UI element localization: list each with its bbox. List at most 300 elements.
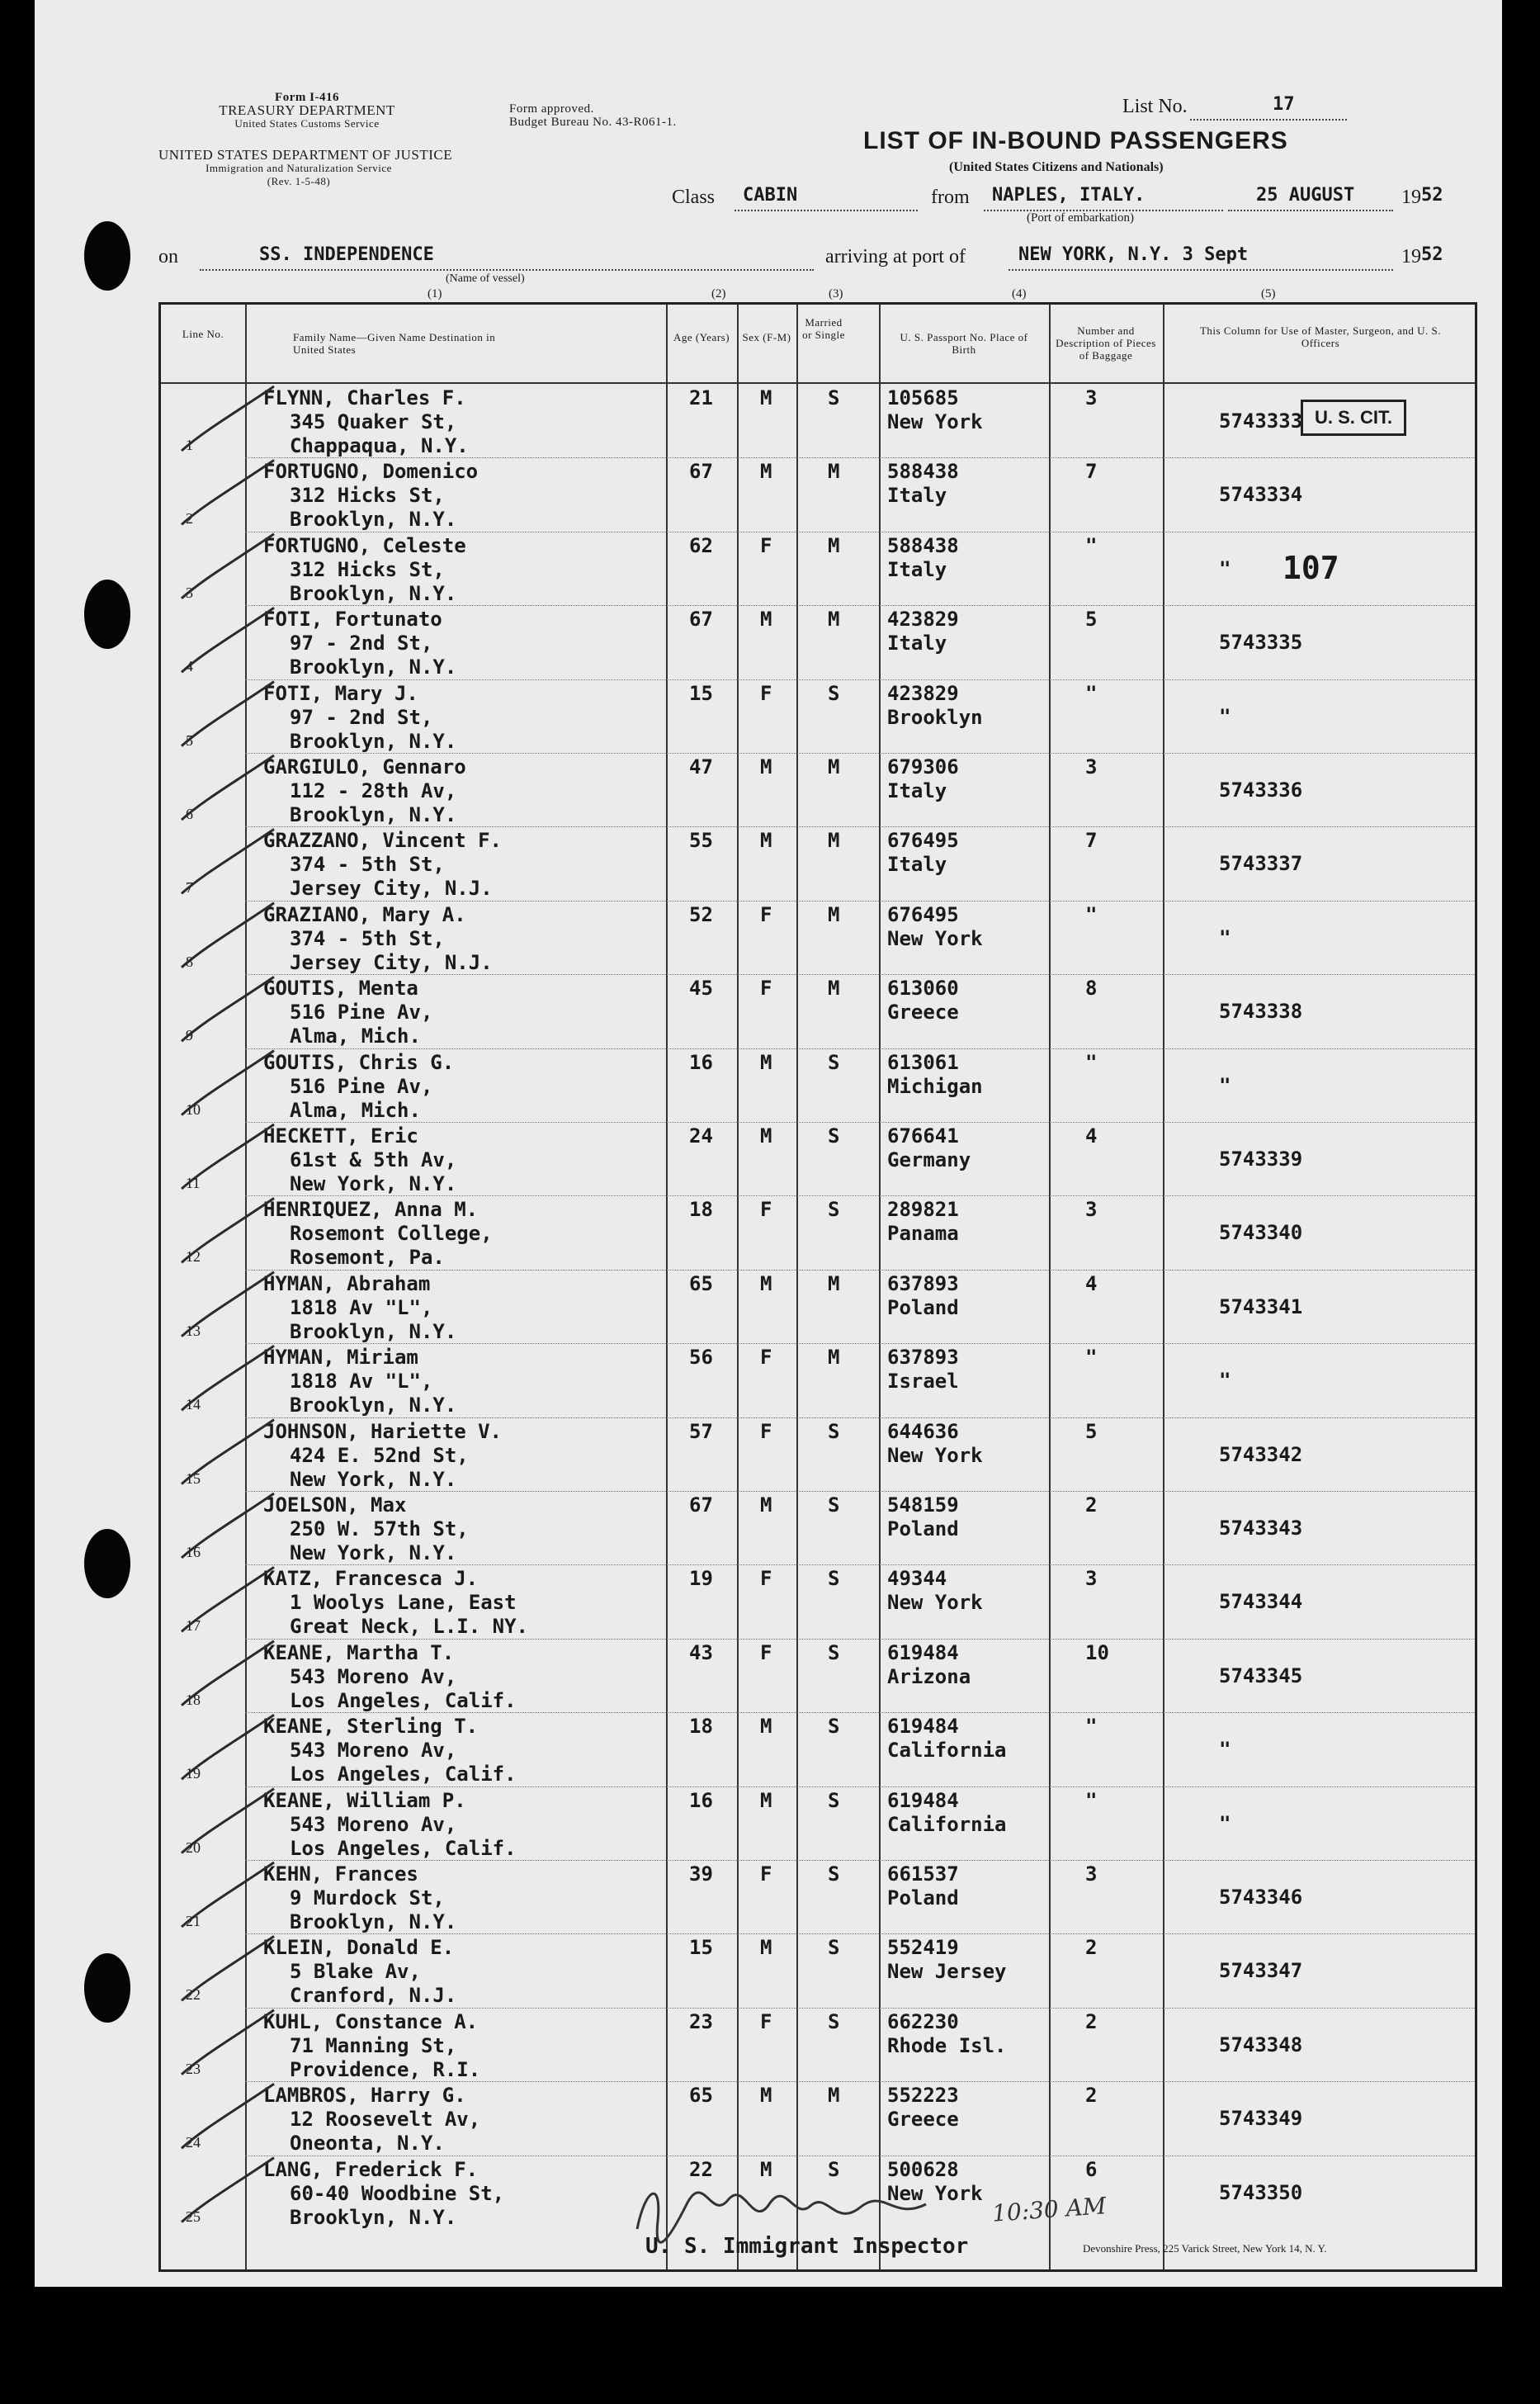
officer-number: 5743346: [1219, 1886, 1303, 1909]
header-sex: Sex (F-M): [742, 331, 791, 343]
age: 19: [689, 1567, 713, 1591]
address-line-1: 312 Hicks St,: [290, 484, 445, 508]
class-value: CABIN: [743, 185, 798, 206]
marital-status: S: [828, 2009, 840, 2033]
sex: F: [760, 681, 772, 705]
check-mark: [182, 1493, 274, 1558]
passenger-name: FORTUGNO, Domenico: [263, 460, 479, 484]
address-line-1: 1818 Av "L",: [290, 1370, 433, 1394]
check-mark: [182, 1124, 274, 1189]
check-mark: [182, 1420, 274, 1484]
age: 52: [689, 902, 713, 926]
check-mark: [182, 1198, 274, 1262]
col-num-4: (4): [1012, 287, 1027, 300]
marital-status: S: [828, 1862, 840, 1886]
baggage-count: 3: [1085, 1862, 1098, 1886]
marital-status: M: [828, 460, 840, 484]
place-of-birth: Israel: [887, 1370, 959, 1394]
marital-status: S: [828, 2157, 840, 2181]
place-of-birth: New York: [887, 410, 983, 433]
page-subtitle: (United States Citizens and Nationals): [949, 160, 1164, 174]
baggage-count: ": [1085, 1715, 1098, 1739]
passenger-name: KLEIN, Donald E.: [263, 1936, 455, 1960]
place-of-birth: Poland: [887, 1886, 959, 1909]
list-number-value: 17: [1273, 94, 1295, 115]
check-mark: [182, 460, 274, 524]
address-line-2: Los Angeles, Calif.: [290, 1763, 517, 1786]
address-line-1: 71 Manning St,: [290, 2033, 457, 2057]
passenger-name: FLYNN, Charles F.: [263, 386, 466, 409]
col-num-1: (1): [428, 287, 442, 300]
header-baggage: Number and Description of Pieces of Baggage: [1056, 324, 1156, 362]
place-of-birth: New York: [887, 1591, 983, 1615]
baggage-count: 4: [1085, 1271, 1098, 1295]
address-line-1: 97 - 2nd St,: [290, 705, 433, 729]
sex: F: [760, 1640, 772, 1664]
place-of-birth: New York: [887, 2181, 983, 2205]
age: 47: [689, 755, 713, 778]
passenger-name: FOTI, Mary J.: [263, 681, 418, 705]
line-number: 19: [186, 1765, 201, 1782]
age: 22: [689, 2157, 713, 2181]
officer-number: 5743334: [1219, 483, 1303, 507]
age: 15: [689, 681, 713, 705]
address-line-2: Jersey City, N.J.: [290, 877, 493, 901]
us-citizen-stamp: U. S. CIT.: [1301, 400, 1406, 436]
officer-number: 5743335: [1219, 631, 1303, 655]
passenger-name: KEHN, Frances: [263, 1862, 418, 1886]
ins-service: Immigration and Naturalization Service: [205, 162, 392, 174]
sex: F: [760, 1862, 772, 1886]
baggage-count: 2: [1085, 2009, 1098, 2033]
passport-number: 679306: [887, 755, 959, 778]
passport-number: 49344: [887, 1567, 947, 1591]
passport-number: 423829: [887, 681, 959, 705]
line-number: 5: [186, 731, 193, 749]
place-of-birth: Italy: [887, 557, 947, 581]
sex: M: [760, 460, 772, 484]
line-number: 20: [186, 1838, 201, 1856]
form-number: Form I-416: [275, 91, 339, 104]
address-line-1: 1818 Av "L",: [290, 1295, 433, 1319]
vessel-caption: (Name of vessel): [446, 272, 525, 285]
baggage-count: 10: [1085, 1640, 1109, 1664]
sex: M: [760, 2157, 772, 2181]
passport-number: 423829: [887, 608, 959, 632]
passport-number: 588438: [887, 460, 959, 484]
place-of-birth: Rhode Isl.: [887, 2033, 1007, 2057]
address-line-2: Great Neck, L.I. NY.: [290, 1615, 528, 1639]
marital-status: M: [828, 755, 840, 778]
officer-number: 5743340: [1219, 1221, 1303, 1245]
check-mark: [182, 1272, 274, 1337]
sex: F: [760, 977, 772, 1001]
passenger-name: KEANE, Sterling T.: [263, 1715, 479, 1739]
marital-status: M: [828, 533, 840, 557]
col-num-2: (2): [711, 287, 726, 300]
officer-number: 5743349: [1219, 2107, 1303, 2131]
officer-number: 5743345: [1219, 1663, 1303, 1687]
address-line-1: 543 Moreno Av,: [290, 1812, 457, 1836]
marital-status: M: [828, 1346, 840, 1370]
age: 62: [689, 533, 713, 557]
place-of-birth: Italy: [887, 632, 947, 655]
passport-number: 619484: [887, 1715, 959, 1739]
address-line-2: Brooklyn, N.Y.: [290, 803, 457, 826]
sex: F: [760, 1567, 772, 1591]
passport-number: 548159: [887, 1493, 959, 1517]
marital-status: S: [828, 1124, 840, 1148]
passenger-name: LANG, Frederick F.: [263, 2157, 479, 2181]
header-officers: This Column for Use of Master, Surgeon, and U. S. Officers: [1199, 324, 1442, 349]
passenger-name: HYMAN, Abraham: [263, 1271, 431, 1295]
baggage-count: 3: [1085, 1198, 1098, 1222]
departure-year-value: 52: [1421, 185, 1443, 206]
age: 39: [689, 1862, 713, 1886]
line-number: 11: [186, 1175, 201, 1191]
address-line-1: 1 Woolys Lane, East: [290, 1591, 517, 1615]
vessel-name-value: SS. INDEPENDENCE: [259, 244, 434, 265]
baggage-count: ": [1085, 1788, 1098, 1812]
line-number: 16: [186, 1544, 201, 1560]
address-line-2: Cranford, N.J.: [290, 1984, 457, 2008]
line-number: 1: [186, 437, 193, 453]
address-line-1: 312 Hicks St,: [290, 557, 445, 581]
arrival-port-value: NEW YORK, N.Y. 3 Sept: [1018, 244, 1249, 265]
place-of-birth: Michigan: [887, 1074, 983, 1098]
treasury-department: TREASURY DEPARTMENT: [219, 102, 395, 118]
address-line-1: 112 - 28th Av,: [290, 779, 457, 802]
baggage-count: 3: [1085, 386, 1098, 409]
header-married: Married or Single: [802, 316, 845, 341]
place-of-birth: Greece: [887, 1001, 959, 1025]
passport-number: 552419: [887, 1936, 959, 1960]
address-line-2: Jersey City, N.J.: [290, 950, 493, 974]
age: 15: [689, 1936, 713, 1960]
officer-number: 5743343: [1219, 1517, 1303, 1540]
age: 45: [689, 977, 713, 1001]
inspector-caption: U. S. Immigrant Inspector: [645, 2234, 969, 2259]
address-line-2: Brooklyn, N.Y.: [290, 655, 457, 679]
marital-status: S: [828, 1050, 840, 1074]
address-line-2: Rosemont, Pa.: [290, 1246, 445, 1270]
officer-number: ": [1219, 1811, 1231, 1835]
line-number: 14: [186, 1396, 201, 1413]
marital-status: S: [828, 1493, 840, 1517]
age: 43: [689, 1640, 713, 1664]
place-of-birth: New Jersey: [887, 1960, 1007, 1984]
sex: M: [760, 755, 772, 778]
passenger-name: JOELSON, Max: [263, 1493, 407, 1517]
line-number: 3: [186, 584, 193, 601]
address-line-1: 250 W. 57th St,: [290, 1517, 469, 1540]
baggage-count: 2: [1085, 1936, 1098, 1960]
check-marks: [35, 0, 1502, 2287]
address-line-1: 60-40 Woodbine St,: [290, 2181, 505, 2205]
check-mark: [182, 1346, 274, 1410]
year-prefix: 19: [1401, 187, 1421, 208]
passport-number: 613060: [887, 977, 959, 1001]
check-mark: [182, 2158, 274, 2222]
manifest-page: [35, 0, 1502, 2287]
arrival-year-value: 52: [1421, 244, 1443, 265]
address-line-1: 374 - 5th St,: [290, 853, 445, 877]
marital-status: M: [828, 608, 840, 632]
col-num-3: (3): [829, 287, 843, 300]
baggage-count: 8: [1085, 977, 1098, 1001]
passenger-name: KEANE, William P.: [263, 1788, 466, 1812]
address-line-2: Chappaqua, N.Y.: [290, 434, 469, 457]
sex: M: [760, 608, 772, 632]
place-of-birth: Brooklyn: [887, 705, 983, 729]
age: 18: [689, 1715, 713, 1739]
check-mark: [182, 1641, 274, 1706]
address-line-1: 12 Roosevelt Av,: [290, 2108, 481, 2132]
officer-number: 5743333: [1219, 409, 1303, 433]
passenger-name: HENRIQUEZ, Anna M.: [263, 1198, 479, 1222]
age: 18: [689, 1198, 713, 1222]
check-mark: [182, 534, 274, 599]
baggage-count: ": [1085, 1346, 1098, 1370]
passport-number: 613061: [887, 1050, 959, 1074]
check-mark: [182, 977, 274, 1041]
address-line-1: Rosemont College,: [290, 1222, 493, 1246]
sex: M: [760, 829, 772, 853]
from-label: from: [931, 187, 970, 208]
arriving-label: arriving at port of: [825, 246, 966, 267]
line-number: 10: [186, 1100, 201, 1118]
check-mark: [182, 1567, 274, 1631]
address-line-1: 516 Pine Av,: [290, 1074, 433, 1098]
line-number: 15: [186, 1469, 201, 1487]
check-mark: [182, 682, 274, 746]
place-of-birth: Poland: [887, 1295, 959, 1319]
passport-number: 662230: [887, 2009, 959, 2033]
sex: F: [760, 533, 772, 557]
age: 67: [689, 608, 713, 632]
address-line-1: 543 Moreno Av,: [290, 1739, 457, 1763]
col-num-5: (5): [1261, 287, 1276, 300]
age: 16: [689, 1788, 713, 1812]
baggage-count: 5: [1085, 608, 1098, 632]
passenger-name: HYMAN, Miriam: [263, 1346, 418, 1370]
marital-status: M: [828, 1271, 840, 1295]
place-of-birth: Poland: [887, 1517, 959, 1540]
baggage-count: 2: [1085, 1493, 1098, 1517]
check-mark: [182, 829, 274, 893]
baggage-count: 7: [1085, 829, 1098, 853]
address-line-2: Los Angeles, Calif.: [290, 1688, 517, 1712]
baggage-count: 4: [1085, 1124, 1098, 1148]
passport-number: 619484: [887, 1640, 959, 1664]
officer-number: ": [1219, 556, 1231, 580]
customs-service: United States Customs Service: [234, 117, 380, 130]
marital-status: S: [828, 1715, 840, 1739]
time-note: 10:30 AM: [991, 2192, 1108, 2227]
address-line-2: Providence, R.I.: [290, 2057, 481, 2081]
address-line-2: Brooklyn, N.Y.: [290, 1910, 457, 1933]
officer-number: ": [1219, 704, 1231, 728]
page-title: LIST OF IN-BOUND PASSENGERS: [863, 127, 1288, 154]
marital-status: M: [828, 2084, 840, 2108]
header-line-no: Line No.: [182, 328, 224, 340]
form-approved: Form approved.: [509, 102, 594, 116]
list-number-label: List No.: [1122, 96, 1188, 117]
marital-status: M: [828, 902, 840, 926]
address-line-1: 374 - 5th St,: [290, 926, 445, 950]
on-label: on: [158, 246, 178, 267]
age: 65: [689, 1271, 713, 1295]
address-line-1: 345 Quaker St,: [290, 410, 457, 433]
officer-number: 5743337: [1219, 852, 1303, 876]
place-of-birth: Italy: [887, 484, 947, 508]
age: 67: [689, 1493, 713, 1517]
sex: M: [760, 386, 772, 409]
address-line-1: 5 Blake Av,: [290, 1960, 421, 1984]
place-of-birth: Panama: [887, 1222, 959, 1246]
sex: F: [760, 1346, 772, 1370]
address-line-1: 424 E. 52nd St,: [290, 1443, 469, 1467]
address-line-2: Alma, Mich.: [290, 1098, 421, 1122]
check-mark: [182, 2084, 274, 2148]
passenger-name: KUHL, Constance A.: [263, 2009, 479, 2033]
printer-credit: Devonshire Press, 225 Varick Street, New York 14, N. Y.: [1083, 2242, 1327, 2255]
passport-number: 676495: [887, 829, 959, 853]
passport-number: 661537: [887, 1862, 959, 1886]
officer-number: 5743348: [1219, 2033, 1303, 2056]
marital-status: M: [828, 829, 840, 853]
sex: F: [760, 902, 772, 926]
officer-number: ": [1219, 925, 1231, 949]
place-of-birth: California: [887, 1739, 1007, 1763]
address-line-2: Oneonta, N.Y.: [290, 2132, 445, 2156]
address-line-2: Brooklyn, N.Y.: [290, 1394, 457, 1417]
passport-number: 289821: [887, 1198, 959, 1222]
passport-number: 619484: [887, 1788, 959, 1812]
sex: F: [760, 1419, 772, 1443]
baggage-count: ": [1085, 902, 1098, 926]
passport-number: 552223: [887, 2084, 959, 2108]
baggage-count: 2: [1085, 2084, 1098, 2108]
officer-number: 5743350: [1219, 2180, 1303, 2204]
passport-number: 644636: [887, 1419, 959, 1443]
line-number: 18: [186, 1691, 201, 1708]
header-age: Age (Years): [673, 331, 730, 343]
passport-number: 500628: [887, 2157, 959, 2181]
place-of-birth: New York: [887, 926, 983, 950]
address-line-1: 9 Murdock St,: [290, 1886, 445, 1909]
marital-status: S: [828, 1788, 840, 1812]
age: 67: [689, 460, 713, 484]
sex: F: [760, 1198, 772, 1222]
officer-number: 5743336: [1219, 778, 1303, 802]
passenger-name: KEANE, Martha T.: [263, 1640, 455, 1664]
check-mark: [182, 1936, 274, 2000]
baggage-count: 6: [1085, 2157, 1098, 2181]
baggage-count: ": [1085, 533, 1098, 557]
age: 24: [689, 1124, 713, 1148]
header-name: Family Name—Given Name Destination in United States: [293, 331, 496, 356]
passenger-name: GRAZIANO, Mary A.: [263, 902, 466, 926]
address-line-2: New York, N.Y.: [290, 1172, 457, 1195]
passenger-name: GARGIULO, Gennaro: [263, 755, 466, 778]
line-number: 23: [186, 2060, 201, 2077]
line-number: 17: [186, 1617, 201, 1635]
passport-number: 676495: [887, 902, 959, 926]
passport-number: 637893: [887, 1271, 959, 1295]
officer-number: 5743341: [1219, 1294, 1303, 1318]
form-revision: (Rev. 1-5-48): [267, 175, 331, 187]
line-number: 13: [186, 1322, 201, 1339]
officer-number: ": [1219, 1073, 1231, 1097]
sex: F: [760, 2009, 772, 2033]
port-embarkation-value: NAPLES, ITALY.: [992, 185, 1146, 206]
address-line-1: 61st & 5th Av,: [290, 1148, 457, 1171]
officer-number: ": [1219, 1738, 1231, 1762]
line-number: 24: [186, 2134, 201, 2151]
officer-number: 5743347: [1219, 1959, 1303, 1983]
baggage-count: 7: [1085, 460, 1098, 484]
address-line-2: New York, N.Y.: [290, 1467, 457, 1491]
marital-status: S: [828, 1198, 840, 1222]
check-mark: [182, 1862, 274, 1927]
officer-number: ": [1219, 1369, 1231, 1393]
header-passport: U. S. Passport No. Place of Birth: [900, 331, 1028, 356]
line-number: 25: [186, 2208, 201, 2225]
check-mark: [182, 1715, 274, 1779]
sex: M: [760, 1788, 772, 1812]
address-line-2: Brooklyn, N.Y.: [290, 729, 457, 753]
officer-number: 5743344: [1219, 1590, 1303, 1614]
address-line-2: Brooklyn, N.Y.: [290, 2205, 457, 2229]
baggage-count: 3: [1085, 1567, 1098, 1591]
officer-number: 5743339: [1219, 1148, 1303, 1171]
age: 21: [689, 386, 713, 409]
marital-status: S: [828, 386, 840, 409]
address-line-2: Los Angeles, Calif.: [290, 1836, 517, 1860]
sex: M: [760, 1271, 772, 1295]
passenger-name: JOHNSON, Hariette V.: [263, 1419, 502, 1443]
age: 56: [689, 1346, 713, 1370]
sex: M: [760, 2084, 772, 2108]
check-mark: [182, 1051, 274, 1115]
age: 23: [689, 2009, 713, 2033]
check-mark: [182, 755, 274, 820]
address-line-2: Brooklyn, N.Y.: [290, 1319, 457, 1343]
check-mark: [182, 386, 274, 451]
line-number: 2: [186, 510, 193, 528]
line-number: 22: [186, 1986, 201, 2004]
passenger-name: KATZ, Francesca J.: [263, 1567, 479, 1591]
port-embarkation-caption: (Port of embarkation): [1027, 211, 1134, 225]
passport-number: 637893: [887, 1346, 959, 1370]
officer-number: 5743342: [1219, 1442, 1303, 1466]
handwritten-count: 107: [1283, 550, 1339, 586]
passenger-name: FORTUGNO, Celeste: [263, 533, 466, 557]
passenger-name: GRAZZANO, Vincent F.: [263, 829, 502, 853]
passenger-name: GOUTIS, Chris G.: [263, 1050, 455, 1074]
age: 57: [689, 1419, 713, 1443]
line-number: 6: [186, 806, 193, 822]
line-number: 8: [186, 953, 193, 970]
check-mark: [182, 1789, 274, 1853]
address-line-2: Alma, Mich.: [290, 1025, 421, 1048]
address-line-1: 97 - 2nd St,: [290, 632, 433, 655]
passenger-name: HECKETT, Eric: [263, 1124, 418, 1148]
sex: M: [760, 1936, 772, 1960]
age: 16: [689, 1050, 713, 1074]
class-label: Class: [672, 187, 716, 208]
